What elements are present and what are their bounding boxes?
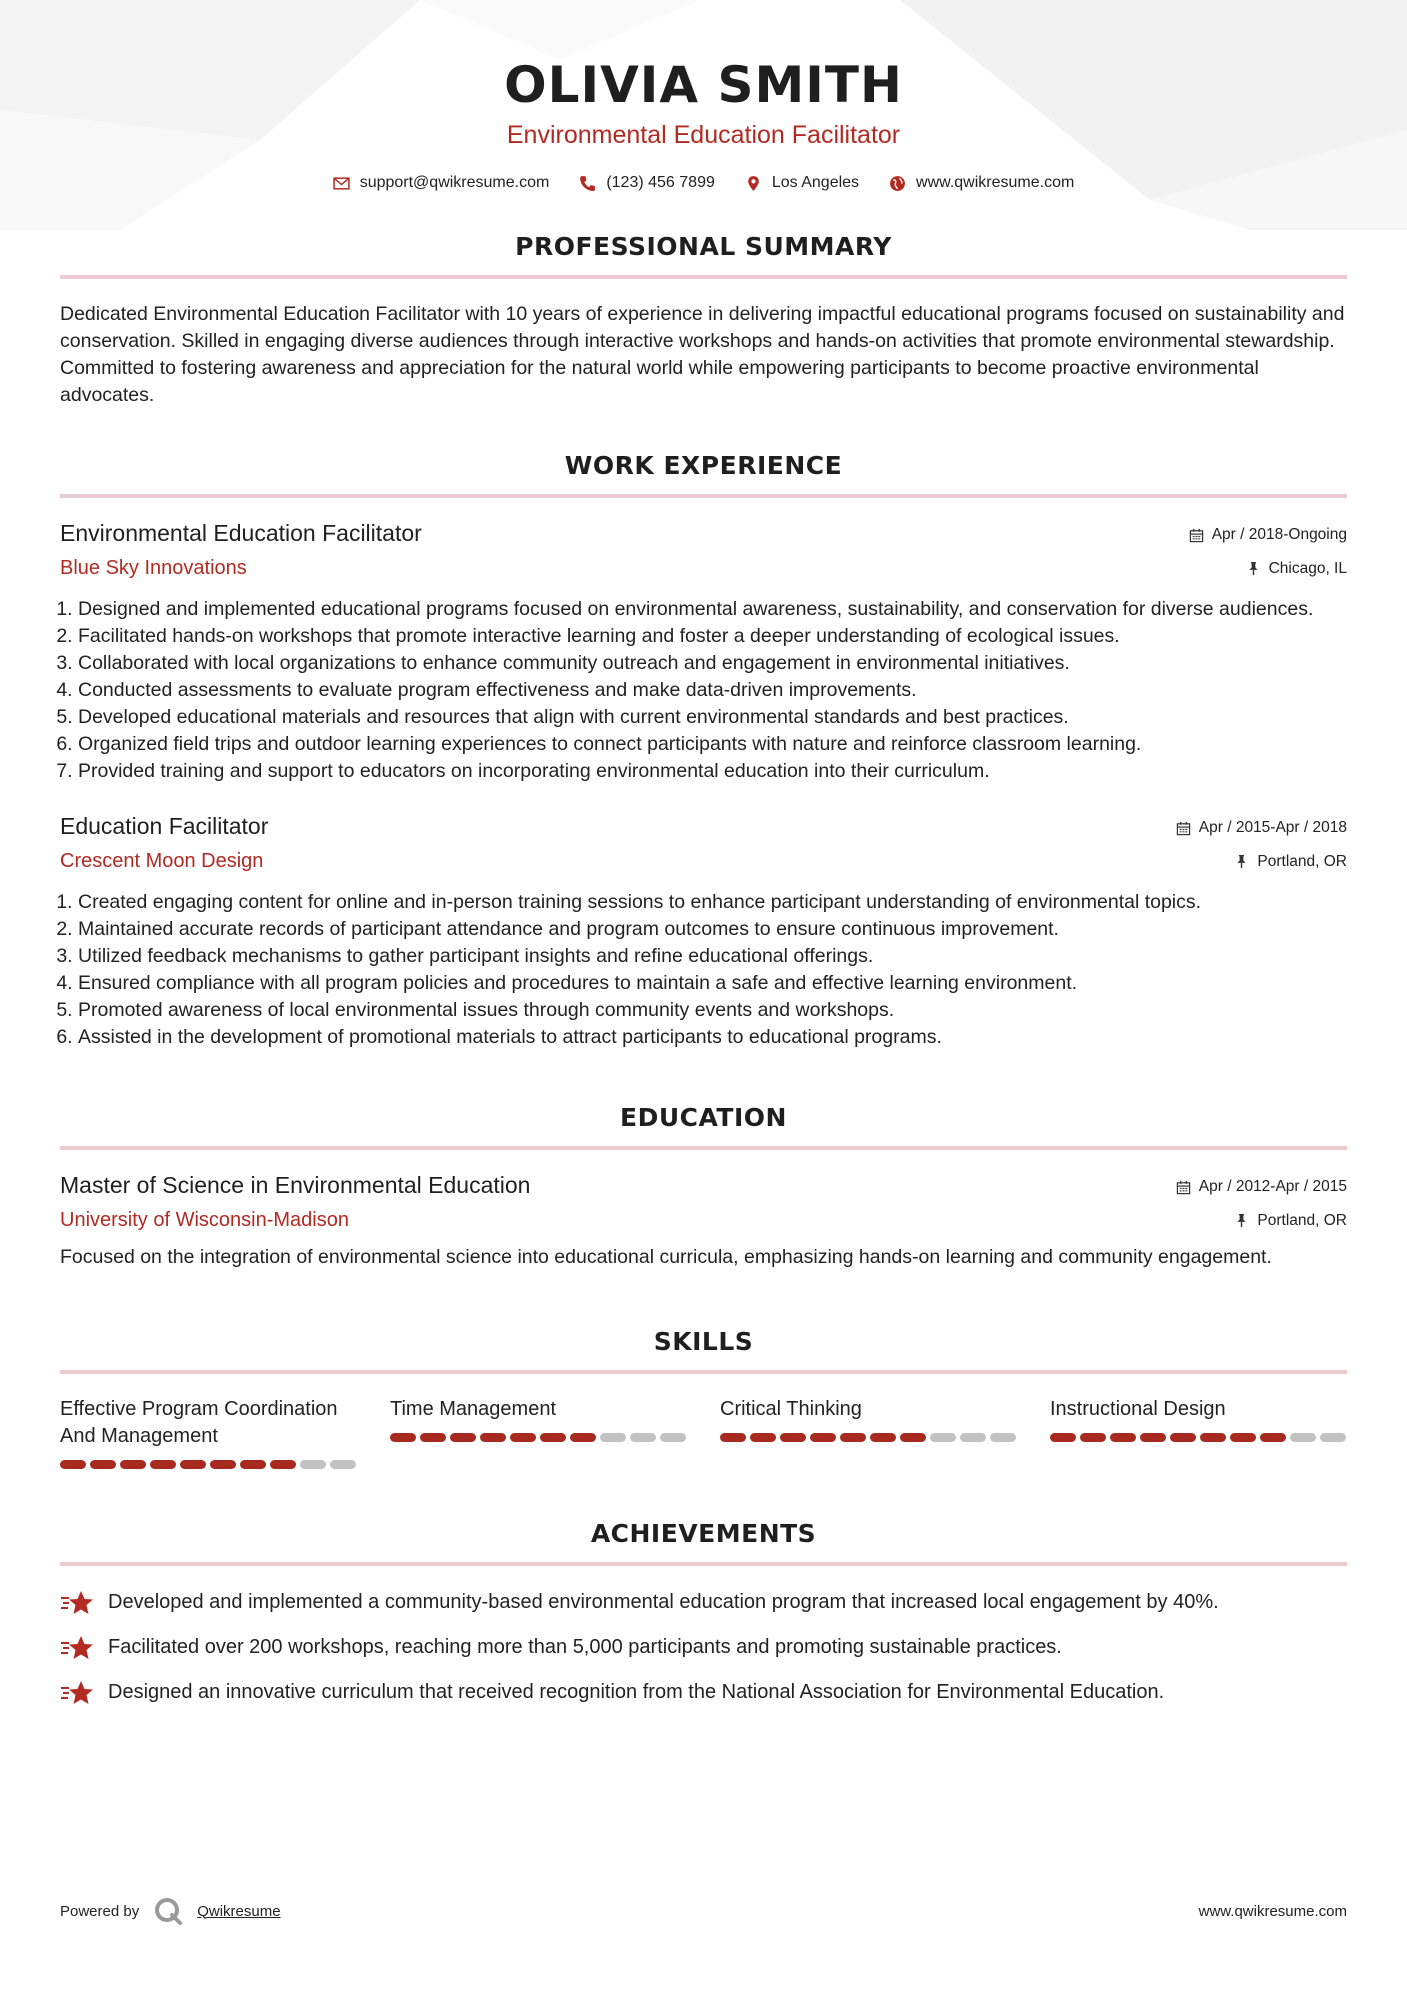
degree-title: Master of Science in Environmental Education (60, 1172, 531, 1198)
star-award-icon (60, 1634, 94, 1662)
contact-phone[interactable] (579, 174, 715, 192)
job-location: Portland, OR (1257, 852, 1347, 870)
skill-level-segment-empty (300, 1460, 326, 1469)
education-description: Focused on the integration of environmental science into educational curricula, emphasizing hands-on learning and community engagement. (60, 1246, 1272, 1268)
skills-grid (60, 1396, 1347, 1469)
skill-level-segment-filled (240, 1460, 266, 1469)
footer-website[interactable]: www.qwikresume.com (1198, 1902, 1347, 1920)
job-location: Chicago, IL (1268, 559, 1347, 577)
powered-by (60, 1896, 281, 1926)
job-company: Crescent Moon Design (60, 850, 264, 872)
candidate-role: Environmental Education Facilitator (506, 121, 901, 149)
school-name: University of Wisconsin-Madison (60, 1209, 349, 1231)
skill-level-segment-empty (330, 1460, 356, 1469)
job-bullets (60, 596, 1347, 785)
skill-level-segment-filled (720, 1433, 746, 1442)
contact-phone-text: (123) 456 7899 (606, 174, 715, 191)
achievement-item (60, 1670, 1347, 1715)
education-section (60, 1103, 1347, 1271)
skill-level-segment-empty (990, 1433, 1016, 1442)
education-heading: EDUCATION (60, 1103, 1347, 1150)
calendar-icon (1176, 821, 1191, 836)
skill-level-segment-filled (150, 1460, 176, 1469)
skill-item (720, 1396, 1020, 1469)
skill-level-segment-filled (450, 1433, 476, 1442)
skill-level-segment-empty (1290, 1433, 1316, 1442)
summary-text: Dedicated Environmental Education Facilitator with 10 years of experience in delivering impactful educational programs focused on sustainability and conservation. Skilled in engaging diverse audiences through interactive workshops and hands-on activities that promote environmental stewardship. Committed to fostering awareness and appreciation for the natural world while empowering participants to become proactive environmental advocates. (60, 303, 1345, 406)
job-company: Blue Sky Innovations (60, 557, 247, 579)
calendar-icon (1189, 528, 1204, 543)
skill-level-segment-filled (810, 1433, 836, 1442)
skill-name: Critical Thinking (720, 1398, 862, 1420)
skill-level-segment-filled (570, 1433, 596, 1442)
skill-level-segment-filled (750, 1433, 776, 1442)
achievement-text: Developed and implemented a community-based environmental education program that increased local engagement by 40%. (108, 1591, 1219, 1613)
skill-level-segment-filled (1200, 1433, 1226, 1442)
skill-item (1050, 1396, 1350, 1469)
skill-item (390, 1396, 690, 1469)
star-award-icon (60, 1679, 94, 1707)
job-bullet: 4. Conducted assessments to evaluate program effectiveness and make data-driven improvements. (78, 677, 1347, 704)
achievement-item (60, 1580, 1347, 1625)
skill-level-segment-filled (1170, 1433, 1196, 1442)
contact-location (745, 174, 859, 192)
envelope-icon (333, 175, 350, 192)
job-bullet: 1. Created engaging content for online and in-person training sessions to enhance participant understanding of environmental topics. (78, 889, 1347, 916)
powered-label: Powered by (60, 1902, 140, 1920)
skill-name: Time Management (390, 1398, 556, 1420)
skill-level-segment-filled (270, 1460, 296, 1469)
contact-website-text: www.qwikresume.com (916, 174, 1075, 191)
summary-heading: PROFESSIONAL SUMMARY (60, 232, 1347, 279)
skill-level-segment-filled (120, 1460, 146, 1469)
skill-level-segment-filled (390, 1433, 416, 1442)
achievements-section (60, 1519, 1347, 1715)
skill-name: Effective Program Coordination And Management (60, 1398, 338, 1447)
skill-level-segment-filled (420, 1433, 446, 1442)
skill-level-segment-filled (1110, 1433, 1136, 1442)
skill-level-segment-empty (960, 1433, 986, 1442)
skill-level-segment-filled (480, 1433, 506, 1442)
skill-level-segment-filled (840, 1433, 866, 1442)
skill-level-segment-filled (60, 1460, 86, 1469)
job-bullet: 2. Maintained accurate records of participant attendance and program outcomes to ensure continuous improvement. (78, 916, 1347, 943)
skill-level-bar (60, 1460, 360, 1469)
qwikresume-logo-icon (153, 1896, 183, 1926)
pin-icon (1234, 854, 1249, 869)
job-bullet: 4. Ensured compliance with all program policies and procedures to maintain a safe and effective learning environment. (78, 970, 1347, 997)
job-title: Education Facilitator (60, 813, 269, 839)
candidate-name: OLIVIA SMITH (504, 56, 903, 114)
job-dates: Apr / 2015-Apr / 2018 (1198, 819, 1347, 836)
skill-item (60, 1396, 360, 1469)
job-entry (60, 520, 1347, 785)
achievement-item (60, 1625, 1347, 1670)
skill-level-segment-filled (780, 1433, 806, 1442)
brand-link[interactable]: Qwikresume (197, 1902, 281, 1920)
skills-heading: SKILLS (60, 1327, 1347, 1374)
page-footer (60, 1896, 1347, 1926)
skill-level-segment-empty (600, 1433, 626, 1442)
skill-level-bar (1050, 1433, 1350, 1442)
job-title: Environmental Education Facilitator (60, 520, 422, 546)
skill-level-segment-filled (1140, 1433, 1166, 1442)
achievement-text: Facilitated over 200 workshops, reaching more than 5,000 participants and promoting sustainable practices. (108, 1636, 1062, 1658)
contact-bar (60, 174, 1347, 192)
achievements-heading: ACHIEVEMENTS (60, 1519, 1347, 1566)
job-dates: Apr / 2018-Ongoing (1211, 526, 1347, 543)
skill-level-segment-filled (1230, 1433, 1256, 1442)
skill-level-segment-filled (540, 1433, 566, 1442)
job-bullet: 5. Developed educational materials and resources that align with current environmental standards and best practices. (78, 704, 1347, 731)
job-bullets (60, 889, 1347, 1051)
contact-location-text: Los Angeles (771, 174, 860, 191)
skill-level-segment-filled (1260, 1433, 1286, 1442)
skill-level-segment-empty (1320, 1433, 1346, 1442)
map-marker-icon (745, 175, 762, 192)
experience-heading: WORK EXPERIENCE (60, 451, 1347, 498)
job-bullet: 2. Facilitated hands-on workshops that promote interactive learning and foster a deeper understanding of ecological issues. (78, 623, 1347, 650)
calendar-icon (1176, 1180, 1191, 1195)
skill-level-segment-filled (180, 1460, 206, 1469)
skill-level-segment-filled (900, 1433, 926, 1442)
contact-email-text: support@qwikresume.com (359, 174, 550, 191)
skill-level-segment-filled (1050, 1433, 1076, 1442)
globe-icon (889, 175, 906, 192)
skill-level-bar (390, 1433, 690, 1442)
skill-name: Instructional Design (1050, 1398, 1226, 1420)
job-bullet: 6. Assisted in the development of promotional materials to attract participants to educational programs. (78, 1024, 1347, 1051)
job-bullet: 5. Promoted awareness of local environmental issues through community events and workshops. (78, 997, 1347, 1024)
job-bullet: 3. Collaborated with local organizations to enhance community outreach and engagement in environmental initiatives. (78, 650, 1347, 677)
job-bullet: 3. Utilized feedback mechanisms to gather participant insights and refine educational offerings. (78, 943, 1347, 970)
pin-icon (1234, 1213, 1249, 1228)
job-entry (60, 813, 1347, 1051)
skill-level-segment-filled (90, 1460, 116, 1469)
education-location: Portland, OR (1257, 1211, 1347, 1229)
resume-header (60, 0, 1347, 192)
job-bullet: 6. Organized field trips and outdoor learning experiences to connect participants with nature and reinforce classroom learning. (78, 731, 1347, 758)
education-dates: Apr / 2012-Apr / 2015 (1198, 1178, 1347, 1195)
summary-section (60, 232, 1347, 409)
job-bullet: 1. Designed and implemented educational programs focused on environmental awareness, sustainability, and conservation for diverse audiences. (78, 596, 1347, 623)
skill-level-segment-empty (630, 1433, 656, 1442)
skill-level-segment-empty (930, 1433, 956, 1442)
phone-icon (579, 175, 596, 192)
skills-section (60, 1327, 1347, 1469)
skill-level-bar (720, 1433, 1020, 1442)
job-bullet: 7. Provided training and support to educators on incorporating environmental education into their curriculum. (78, 758, 1347, 785)
skill-level-segment-filled (210, 1460, 236, 1469)
contact-website[interactable] (889, 174, 1074, 192)
skill-level-segment-empty (660, 1433, 686, 1442)
experience-section (60, 451, 1347, 1051)
skill-level-segment-filled (870, 1433, 896, 1442)
star-award-icon (60, 1589, 94, 1617)
skill-level-segment-filled (510, 1433, 536, 1442)
pin-icon (1246, 561, 1261, 576)
skill-level-segment-filled (1080, 1433, 1106, 1442)
contact-email[interactable] (333, 174, 550, 192)
achievement-text: Designed an innovative curriculum that received recognition from the National Association for Environmental Education. (108, 1681, 1165, 1703)
